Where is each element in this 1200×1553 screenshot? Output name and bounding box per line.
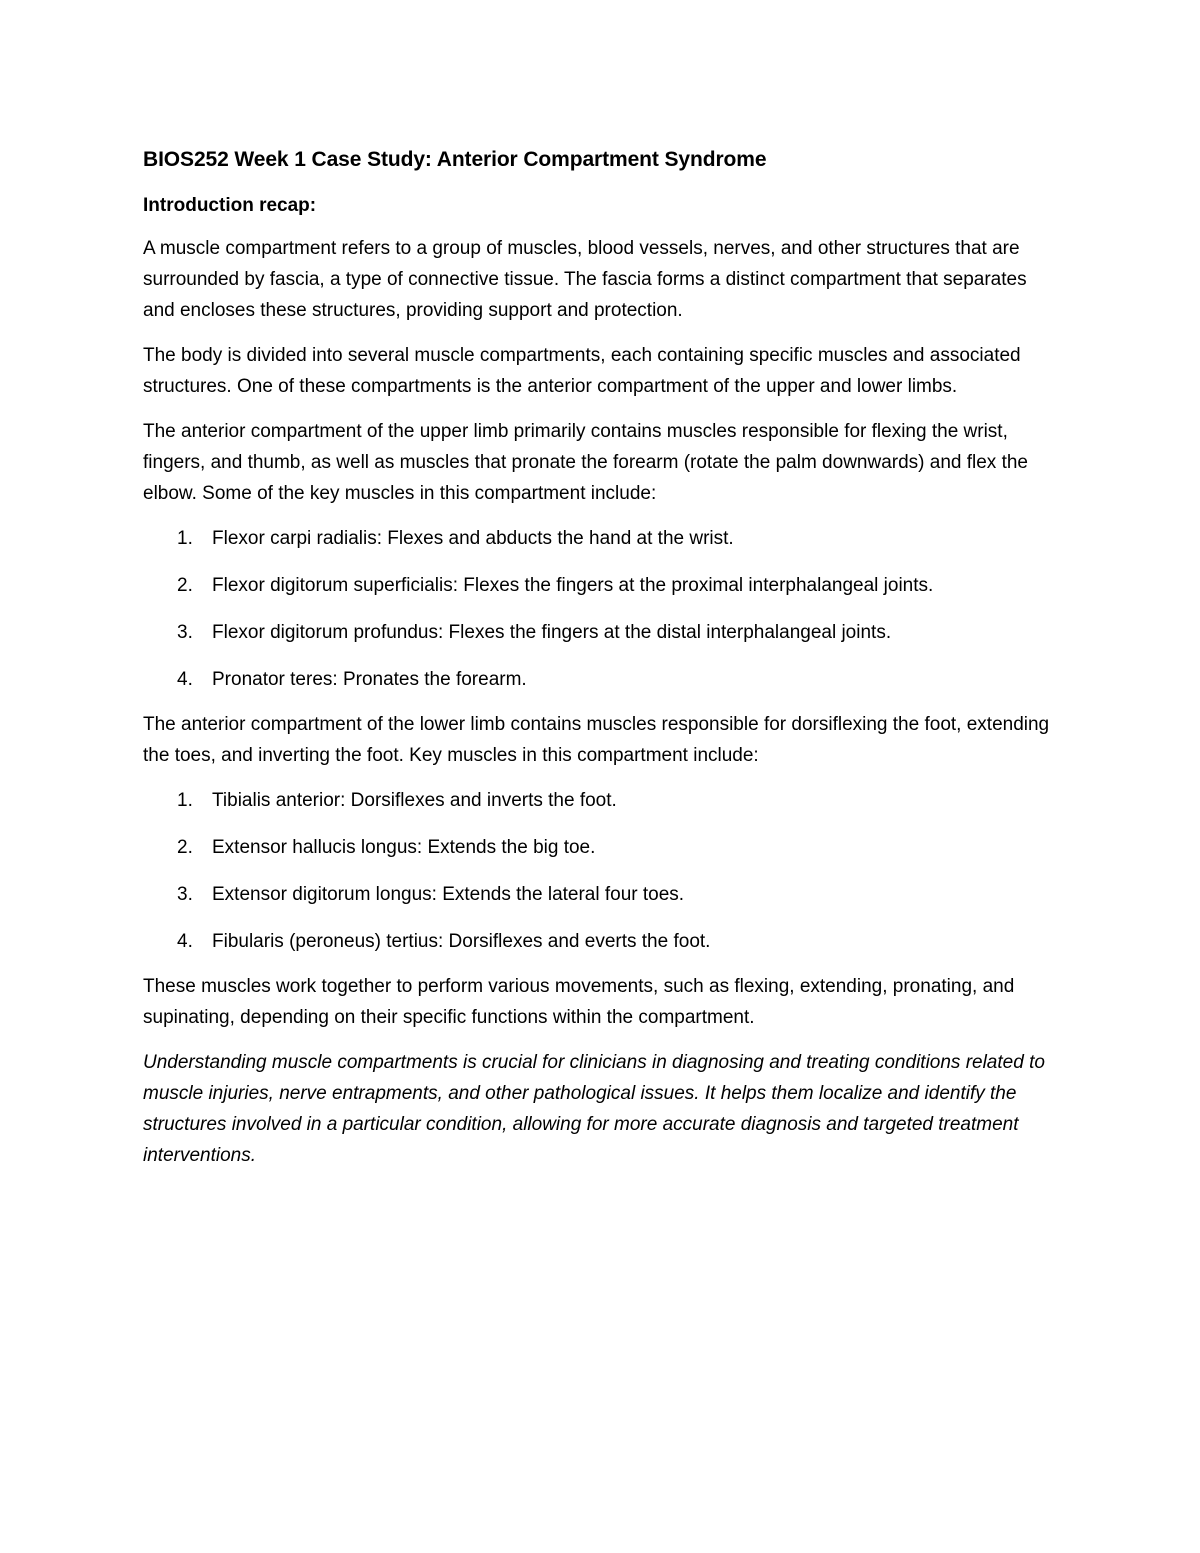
list-item-text: Fibularis (peroneus) tertius: Dorsiflexes and everts the foot. bbox=[212, 931, 711, 952]
list-item bbox=[143, 664, 1063, 695]
list-item-text: Flexor digitorum superficialis: Flexes the fingers at the proximal interphalangeal joints. bbox=[212, 575, 934, 596]
list-item bbox=[143, 785, 1063, 816]
paragraph-lower-limb: The anterior compartment of the lower limb contains muscles responsible for dorsiflexing the foot, extending the toes, and inverting the foot. Key muscles in this compartment include: bbox=[143, 714, 1050, 766]
list-number: 1. bbox=[177, 790, 193, 811]
list-item bbox=[143, 617, 1063, 648]
list-item-text: Pronator teres: Pronates the forearm. bbox=[212, 669, 527, 690]
list-item-text: Extensor digitorum longus: Extends the lateral four toes. bbox=[212, 884, 685, 905]
document-title: BIOS252 Week 1 Case Study: Anterior Compartment Syndrome bbox=[143, 148, 767, 171]
list-number: 4. bbox=[177, 931, 193, 952]
list-item-text: Flexor digitorum profundus: Flexes the fingers at the distal interphalangeal joints. bbox=[212, 622, 892, 643]
list-number: 2. bbox=[177, 837, 193, 858]
upper-limb-muscle-list bbox=[143, 523, 1063, 695]
list-item bbox=[143, 832, 1063, 863]
list-item-text: Tibialis anterior: Dorsiflexes and inverts the foot. bbox=[212, 790, 617, 811]
list-item bbox=[143, 926, 1063, 957]
list-number: 1. bbox=[177, 528, 193, 549]
paragraph-body-compartments: The body is divided into several muscle compartments, each containing specific muscles and associated structures. One of these compartments is the anterior compartment of the upper and lower limbs. bbox=[143, 345, 1021, 397]
paragraph-muscle-compartment: A muscle compartment refers to a group of muscles, blood vessels, nerves, and other structures that are surrounded by fascia, a type of connective tissue. The fascia forms a distinct compartment that separates and encloses these structures, providing support and protection. bbox=[143, 238, 1027, 321]
document-page bbox=[143, 144, 1063, 1185]
lower-limb-muscle-list bbox=[143, 785, 1063, 957]
list-item bbox=[143, 879, 1063, 910]
list-item-text: Flexor carpi radialis: Flexes and abducts the hand at the wrist. bbox=[212, 528, 734, 549]
paragraph-upper-limb: The anterior compartment of the upper limb primarily contains muscles responsible for flexing the wrist, fingers, and thumb, as well as muscles that pronate the forearm (rotate the palm downwards) and flex the elbow. Some of the key muscles in this compartment include: bbox=[143, 421, 1029, 504]
list-item-text: Extensor hallucis longus: Extends the big toe. bbox=[212, 837, 596, 858]
list-number: 4. bbox=[177, 669, 193, 690]
section-heading: Introduction recap: bbox=[143, 195, 317, 216]
list-item bbox=[143, 523, 1063, 554]
paragraph-clinical-importance: Understanding muscle compartments is crucial for clinicians in diagnosing and treating conditions related to muscle injuries, nerve entrapments, and other pathological issues. It helps them localize and identify the structures involved in a particular condition, allowing for more accurate diagnosis and targeted treatment interventions. bbox=[143, 1052, 1045, 1166]
list-number: 3. bbox=[177, 622, 193, 643]
paragraph-muscles-work-together: These muscles work together to perform various movements, such as flexing, extending, pronating, and supinating, depending on their specific functions within the compartment. bbox=[143, 976, 1015, 1028]
list-item bbox=[143, 570, 1063, 601]
list-number: 2. bbox=[177, 575, 193, 596]
list-number: 3. bbox=[177, 884, 193, 905]
